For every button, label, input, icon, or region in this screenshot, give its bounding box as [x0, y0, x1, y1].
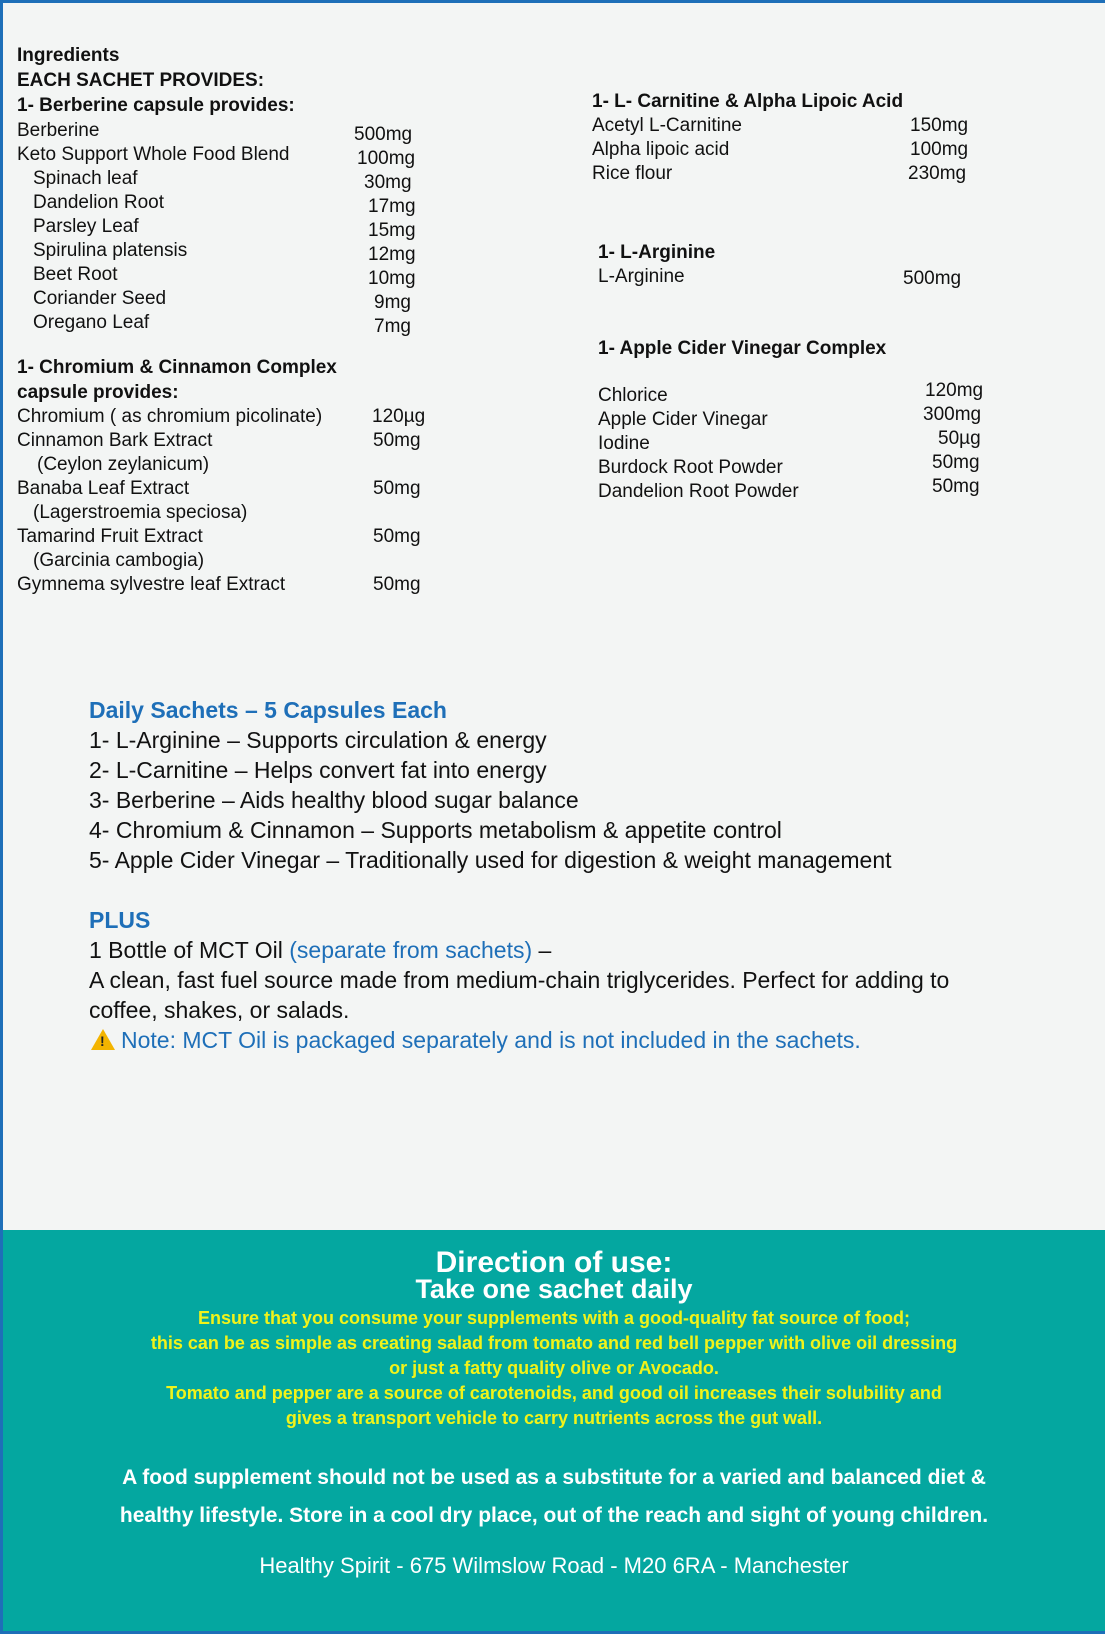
ingredient-amount: 150mg [910, 115, 969, 136]
daily-item: 3- Berberine – Aids healthy blood sugar balance [89, 787, 579, 813]
ingredient-row [598, 405, 988, 430]
daily-item: 5- Apple Cider Vinegar – Traditionally used for digestion & weight management [89, 847, 892, 873]
ingredient-name: Alpha lipoic acid [592, 139, 730, 160]
advice-line: Tomato and pepper are a source of carotenoids, and good oil increases their solubility and [166, 1383, 942, 1403]
ingredient-name: Berberine [17, 120, 100, 141]
ingredient-amount: 300mg [923, 404, 982, 425]
ingredient-amount: 120mg [925, 380, 984, 401]
ingredient-name: Iodine [598, 433, 650, 454]
ingredient-row [17, 548, 427, 573]
mct-warning-text: Note: MCT Oil is packaged separately and is not included in the sachets. [121, 1027, 861, 1053]
ingredient-name: Burdock Root Powder [598, 457, 783, 478]
ingredient-amount: 17mg [368, 196, 416, 217]
ingredient-amount: 50µg [938, 428, 981, 449]
ingredient-row [598, 453, 988, 478]
mct-dash: – [538, 937, 552, 963]
ingredient-amount: 50mg [373, 526, 421, 547]
ingredient-row [17, 286, 417, 311]
ingredient-row [17, 214, 417, 239]
ingredient-name: Apple Cider Vinegar [598, 409, 768, 430]
acv-heading: 1- Apple Cider Vinegar Complex [598, 338, 887, 359]
ingredient-name: Parsley Leaf [33, 216, 139, 237]
advice-line: this can be as simple as creating salad from tomato and red bell pepper with olive oil dressing [150, 1333, 958, 1353]
disclaimer-line: A food supplement should not be used as a substitute for a varied and balanced diet & [122, 1466, 986, 1489]
disclaimer-line: healthy lifestyle. Store in a cool dry place, out of the reach and sight of young children. [119, 1504, 989, 1527]
ingredient-amount: 500mg [903, 268, 962, 289]
advice-line: Ensure that you consume your supplements with a good-quality fat source of food; [197, 1308, 911, 1328]
ingredient-amount: 30mg [364, 172, 412, 193]
ingredient-amount: 500mg [354, 124, 413, 145]
ingredient-amount: 50mg [932, 452, 980, 473]
ingredient-row [17, 190, 417, 215]
advice-line: or just a fatty quality olive or Avocado. [389, 1358, 719, 1378]
ingredient-name: L-Arginine [598, 266, 685, 287]
arginine-heading: 1- L-Arginine [598, 242, 716, 263]
directions-subtitle: Take one sachet daily [415, 1274, 693, 1304]
daily-item: 4- Chromium & Cinnamon – Supports metabolism & appetite control [89, 817, 782, 843]
company-address: Healthy Spirit - 675 Wilmslow Road - M20 6RA - Manchester [259, 1553, 849, 1578]
ingredient-amount: 50mg [373, 478, 421, 499]
ingredient-amount: 9mg [374, 292, 411, 313]
ingredient-amount: 12mg [368, 244, 416, 265]
ingredient-row [17, 310, 417, 335]
ingredient-name: Coriander Seed [33, 288, 167, 309]
ingredient-row [17, 118, 417, 143]
ingredient-row [592, 161, 972, 186]
directions-title: Direction of use: [435, 1246, 673, 1279]
ingredient-name: Acetyl L-Carnitine [592, 115, 742, 136]
ingredient-name: Gymnema sylvestre leaf Extract [17, 574, 286, 595]
chromium-heading-line2: capsule provides: [17, 382, 179, 403]
berberine-heading: 1- Berberine capsule provides: [17, 95, 295, 116]
ingredient-name: Spinach leaf [33, 168, 138, 189]
ingredient-amount: 50mg [373, 574, 421, 595]
ingredient-row [17, 500, 427, 525]
mct-warning [91, 1025, 861, 1055]
ingredient-name: Chromium ( as chromium picolinate) [17, 406, 323, 427]
ingredient-row [17, 572, 427, 597]
ingredient-amount: 100mg [357, 148, 416, 169]
ingredient-name: Dandelion Root Powder [598, 481, 799, 502]
ingredient-latin-name: (Garcinia cambogia) [33, 550, 205, 571]
mct-text: 1 Bottle of MCT Oil [89, 937, 283, 963]
ingredient-amount: 100mg [910, 139, 969, 160]
ingredient-name: Keto Support Whole Food Blend [17, 144, 290, 165]
warning-icon [91, 1029, 115, 1050]
chromium-heading-line1: 1- Chromium & Cinnamon Complex [17, 357, 337, 378]
ingredient-name: Chlorice [598, 385, 668, 406]
mct-note: (separate from sachets) [289, 937, 533, 963]
ingredient-amount: 120µg [372, 406, 426, 427]
each-sachet-subtitle: EACH SACHET PROVIDES: [17, 70, 265, 91]
ingredients-title: Ingredients [17, 45, 120, 66]
mct-line [89, 935, 551, 965]
ingredient-name: Beet Root [33, 264, 118, 285]
daily-item: 2- L-Carnitine – Helps convert fat into energy [89, 757, 547, 783]
ingredient-name: Oregano Leaf [33, 312, 150, 333]
ingredient-amount: 50mg [373, 430, 421, 451]
ingredient-row [17, 524, 427, 549]
ingredient-amount: 7mg [374, 316, 411, 337]
ingredient-row [17, 262, 417, 287]
ingredient-row [17, 166, 417, 191]
directions-footer [3, 1230, 1105, 1631]
mct-description-line2: coffee, shakes, or salads. [89, 997, 350, 1023]
ingredient-amount: 15mg [368, 220, 416, 241]
daily-heading: Daily Sachets – 5 Capsules Each [89, 697, 447, 723]
ingredient-name: Spirulina platensis [33, 240, 188, 261]
mct-description-line1: A clean, fast fuel source made from medium-chain triglycerides. Perfect for adding to [89, 967, 950, 993]
ingredient-row [17, 238, 417, 263]
ingredient-row [17, 452, 427, 477]
ingredient-row [598, 264, 978, 289]
ingredient-latin-name: (Lagerstroemia speciosa) [33, 502, 248, 523]
ingredient-row [17, 404, 427, 429]
ingredient-amount: 50mg [932, 476, 980, 497]
ingredient-name: Tamarind Fruit Extract [17, 526, 203, 547]
ingredient-row [598, 477, 988, 502]
ingredient-amount: 10mg [368, 268, 416, 289]
ingredient-row [592, 137, 972, 162]
plus-heading: PLUS [89, 907, 151, 933]
advice-line: gives a transport vehicle to carry nutrients across the gut wall. [285, 1408, 823, 1428]
ingredient-row [17, 476, 427, 501]
ingredient-row [598, 429, 988, 454]
carnitine-heading: 1- L- Carnitine & Alpha Lipoic Acid [592, 91, 904, 112]
ingredient-row [592, 113, 972, 138]
ingredient-name: Dandelion Root [33, 192, 164, 213]
daily-item: 1- L-Arginine – Supports circulation & energy [89, 727, 547, 753]
ingredient-row [17, 428, 427, 453]
ingredient-name: Banaba Leaf Extract [17, 478, 190, 499]
ingredient-row [17, 142, 417, 167]
ingredient-latin-name: (Ceylon zeylanicum) [37, 454, 210, 475]
ingredient-name: Cinnamon Bark Extract [17, 430, 213, 451]
ingredient-name: Rice flour [592, 163, 673, 184]
ingredient-amount: 230mg [908, 163, 967, 184]
